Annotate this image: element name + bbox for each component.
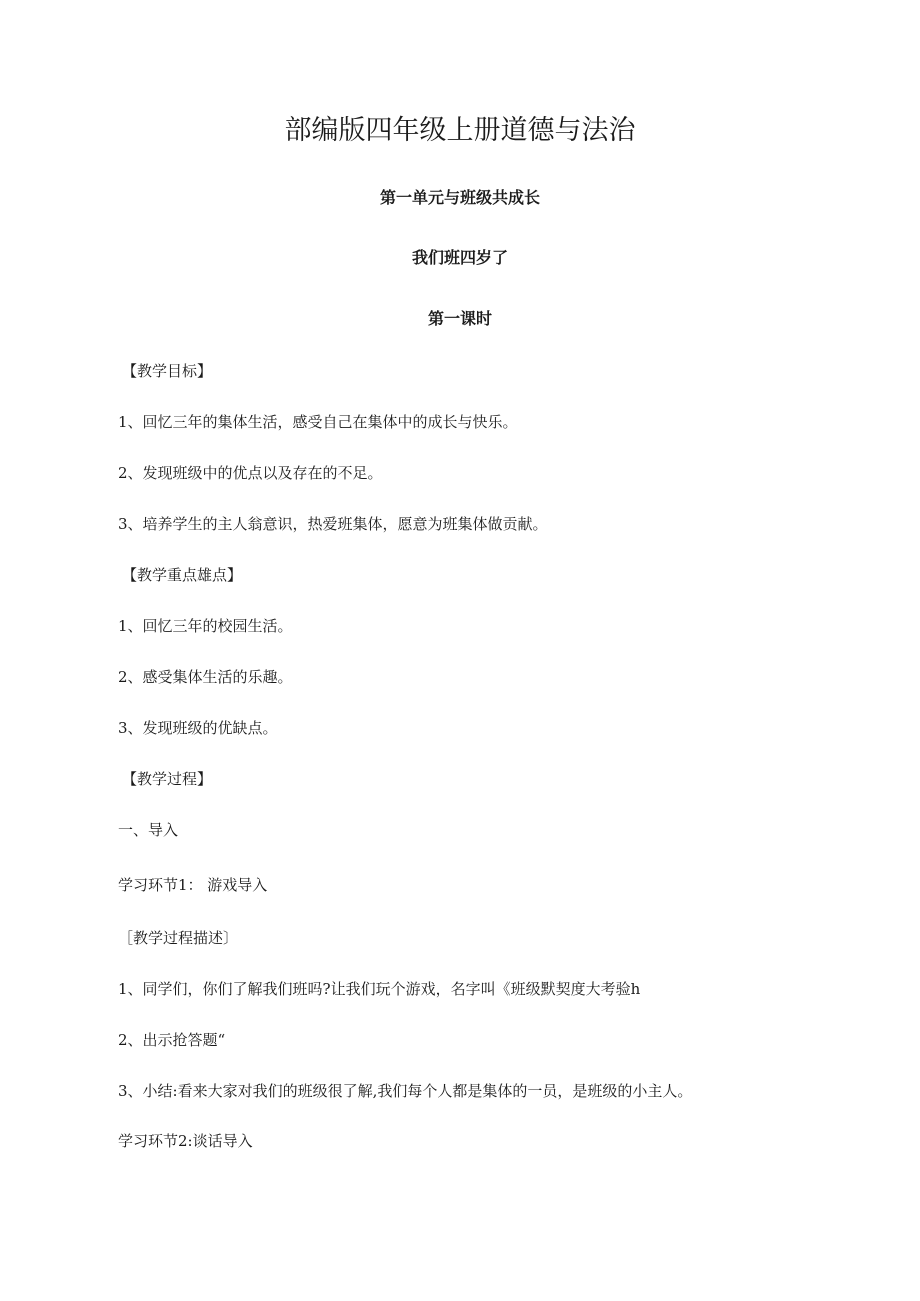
objective-item: 1、回忆三年的集体生活，感受自己在集体中的成长与快乐。 [118, 413, 518, 431]
process-heading: 【教学过程】 [122, 770, 213, 788]
process-description-heading: ［教学过程描述〕 [118, 929, 239, 947]
key-points-heading: 【教学重点雄点】 [122, 566, 243, 584]
process-item: 2、出示抢答题“ [118, 1031, 226, 1049]
unit-heading: 第一单元与班级共成长 [379, 188, 540, 207]
objectives-heading: 【教学目标】 [122, 362, 213, 380]
objective-item: 2、发现班级中的优点以及存在的不足。 [118, 464, 383, 482]
learning-step-2: 学习环节2:谈话导入 [118, 1132, 253, 1150]
process-item: 1、同学们，你们了解我们班吗?让我们玩个游戏，名字叫《班级默契度大考验h [118, 980, 641, 998]
key-point-item: 3、发现班级的优缺点。 [118, 719, 278, 737]
objective-item: 3、培养学生的主人翁意识，热爱班集体，愿意为班集体做贡献。 [118, 515, 548, 533]
key-point-item: 1、回忆三年的校园生活。 [118, 617, 293, 635]
document-title: 部编版四年级上册道德与法治 [284, 115, 636, 146]
period-heading: 第一课时 [427, 309, 492, 328]
lesson-heading: 我们班四岁了 [411, 248, 508, 267]
process-section: 一、导入 [118, 821, 179, 839]
learning-step-1: 学习环节1： 游戏导入 [118, 876, 268, 894]
key-point-item: 2、感受集体生活的乐趣。 [118, 668, 293, 686]
process-item: 3、小结:看来大家对我们的班级很了解,我们每个人都是集体的一员，是班级的小主人。 [118, 1082, 693, 1100]
